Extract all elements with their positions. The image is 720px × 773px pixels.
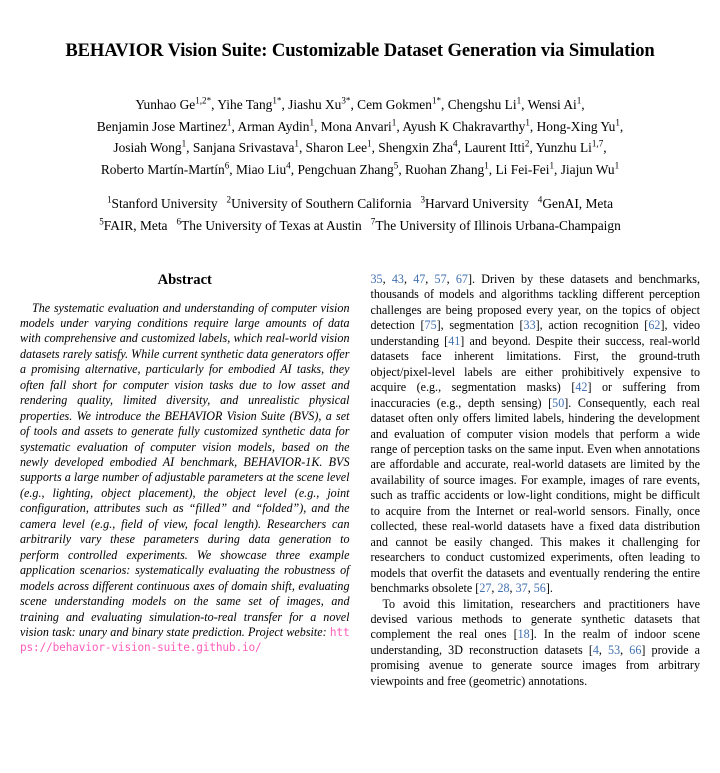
affiliation-name: The University of Texas at Austin [181, 217, 362, 233]
body-text-run: ]. [545, 581, 553, 596]
author-name: Wensi Ai [527, 97, 577, 113]
body-text-run: , [382, 272, 392, 286]
body-text-run: ] or suffering from inaccuracies (e.g., depth sensing) [ [370, 380, 700, 410]
body-text-run: , [491, 581, 498, 596]
affiliation-line [10, 193, 710, 215]
citation-link[interactable]: 33 [523, 318, 536, 333]
author-affiliation-marker: 1 [367, 138, 372, 149]
author-separator: , [314, 118, 321, 134]
author-affiliation-marker: 1 [615, 117, 620, 128]
affiliation-marker: 2 [226, 194, 232, 205]
citation-link[interactable]: 67 [455, 272, 468, 286]
citation-link[interactable]: 56 [533, 581, 546, 596]
citation-link[interactable]: 18 [517, 627, 530, 642]
citation-link[interactable]: 53 [608, 642, 621, 657]
author-affiliation-marker: 6 [224, 160, 230, 171]
abstract-heading: Abstract [157, 272, 212, 288]
affiliation-marker: 7 [370, 216, 376, 227]
author-separator: , [298, 140, 306, 156]
body-text-run: , [425, 272, 435, 286]
author-name: Mona Anvari [320, 118, 392, 134]
author-name: Sanjana Srivastava [192, 140, 295, 156]
citation-link[interactable]: 57 [434, 272, 447, 286]
author-name: Chengshu Li [447, 97, 517, 113]
affiliation-name: Harvard University [425, 196, 529, 212]
author-name: Roberto Martín-Martín [100, 161, 225, 177]
author-affiliation-marker: 1 [549, 160, 554, 171]
author-name: Jiashu Xu [288, 97, 342, 113]
citation-link[interactable]: 66 [629, 642, 642, 657]
affiliation-name: GenAI, Meta [542, 196, 614, 212]
body-text-run: , [620, 642, 630, 657]
citation-link[interactable]: 47 [413, 272, 426, 286]
author-affiliation-marker: 1 [576, 95, 582, 106]
body-text-run: , [509, 581, 516, 596]
author-separator: , [529, 118, 537, 134]
author-name: Jiajun Wu [560, 161, 615, 177]
affiliation-line [10, 215, 710, 237]
affiliation-list [0, 180, 720, 236]
author-separator: , [371, 140, 379, 156]
citation-link[interactable]: 4 [592, 642, 599, 657]
author-affiliation-marker: 4 [453, 138, 458, 149]
author-separator: , [229, 161, 236, 177]
author-affiliation-marker: 1 [309, 117, 315, 128]
author-affiliation-marker: 1 [484, 160, 489, 171]
body-text-run: ] provide a promising avenue to generate source images from arbitrary viewpoints and free (geometric) annotations. [370, 642, 700, 688]
author-separator: , [350, 97, 358, 113]
abstract-body-text: The systematic evaluation and understanding of computer vision models under varying conditions require large amounts of data with comprehensive and customized labels, which real-world vision datasets rarely satisfy. While current synthetic data generators offer a promising alternative, particularly for embodied AI tasks, they often fall short for computer vision tasks due to low asset and rendering quality, limited diversity, and unrealistic physical properties. We introduce the BEHAVIOR Vision Suite (BVS), a set of tools and assets to generate fully customized synthetic data for systematic evaluation of computer vision models, based on the newly developed embodied AI benchmark, BEHAVIOR-1K. BVS supports a large number of adjustable parameters at the scene level (e.g., lighting, object placement), the object level (e.g., joint configuration, attributes such as “filled” and “folded”), and the camera level (e.g., field of view, focal length). Researchers can arbitrarily vary these parameters during data generation to perform controlled experiments. We showcase three example application scenarios: systematically evaluating the robustness of models across different continuous axes of domain shift, evaluating scene understanding models on the same set of images, and training and evaluating simulation-to-real transfer for a novel vision task: unary and binary state prediction. Project website: [20, 300, 350, 640]
author-name: Yunzhu Li [535, 140, 592, 156]
right-column [371, 272, 701, 689]
affiliation-name: The University of Illinois Urbana-Champaign [375, 217, 621, 233]
author-name: Pengchuan Zhang [297, 161, 394, 177]
author-affiliation-marker: 1 [614, 160, 620, 171]
author-name: Benjamin Jose Martinez [96, 118, 227, 134]
author-affiliation-marker: 1 [391, 117, 397, 128]
citation-link[interactable]: 42 [575, 380, 588, 395]
author-name: Shengxin Zha [378, 140, 454, 156]
author-list [0, 62, 720, 180]
author-separator: , [231, 118, 238, 134]
body-text-run: ], action recognition [ [535, 318, 649, 333]
author-separator: , [186, 140, 193, 156]
author-affiliation-marker: 1 [525, 117, 530, 128]
author-affiliation-marker: 1* [272, 95, 282, 106]
affiliation-marker: 6 [176, 216, 182, 227]
body-text-run: ], segmentation [ [436, 318, 524, 333]
author-separator: , [457, 140, 465, 156]
two-column-body [20, 272, 700, 689]
author-name: Ayush K Chakravarthy [402, 118, 526, 134]
citation-link[interactable]: 35 [370, 272, 383, 286]
author-separator: , [619, 118, 624, 134]
author-line [14, 116, 706, 138]
affiliation-marker: 5 [99, 216, 104, 227]
author-affiliation-marker: 1 [516, 95, 522, 106]
author-separator: , [603, 140, 607, 156]
citation-link[interactable]: 27 [479, 581, 492, 596]
author-name: Arman Aydin [237, 118, 310, 134]
affiliation-marker: 4 [537, 194, 543, 205]
body-text-run: ]. Consequently, each real dataset often only offers limited labels, hindering the development and evaluation of computer vision models that perform a wide range of perception tasks on the same input. Even when annotations are affordable and accurate, real-world datasets are limited by the availability of source images. For example, images of rare events, such as traffic accidents or low-light conditions, might be difficult to acquire from the Internet or real-world sensors. Finally, once collected, these real-world datasets have a fixed data distribution and cannot be easily changed. This makes it challenging for researchers to conduct customized experiments, often leading to models that overfit the datasets and eventually rendering the entire benchmarks obsolete [ [370, 395, 700, 596]
citation-link[interactable]: 50 [552, 395, 565, 410]
author-affiliation-marker: 5 [393, 160, 399, 171]
author-affiliation-marker: 1 [294, 138, 299, 149]
author-name: Yihe Tang [217, 97, 273, 113]
author-affiliation-marker: 1,7 [591, 138, 604, 149]
citation-link[interactable]: 62 [648, 318, 661, 333]
author-separator: , [529, 140, 536, 156]
author-separator: , [521, 97, 528, 113]
project-website-link[interactable]: https://behavior-vision-suite.github.io/ [20, 626, 350, 655]
author-affiliation-marker: 1* [431, 95, 442, 106]
author-separator: , [554, 161, 561, 177]
author-separator: , [488, 161, 496, 177]
author-separator: , [211, 97, 218, 113]
author-name: Sharon Lee [305, 140, 368, 156]
citation-link[interactable]: 75 [424, 318, 437, 333]
affiliation-name: Stanford University [111, 196, 218, 212]
body-text-run: ] and beyond. Despite their success, real-world datasets face inherent limitations. First, the ground-truth object/pixel-level labels are either prohibitively expensive to acquire (e.g., segmentation masks) [ [370, 333, 700, 395]
citation-link[interactable]: 43 [391, 272, 404, 286]
author-name: Li Fei-Fei [495, 161, 550, 177]
body-text-run: ]. Driven by these datasets and benchmarks, thousands of models and algorithms tackling different perception challenges are being proposed every year, on the topics of object detection [ [370, 272, 701, 333]
body-text-run: To avoid this limitation, researchers and practitioners have devised various methods to generate synthetic datasets that complement the real ones [ [370, 596, 700, 642]
body-text-run: , [598, 642, 609, 657]
author-line [14, 159, 706, 181]
author-separator: , [581, 97, 585, 113]
body-text-run: , [446, 272, 456, 286]
author-name: Cem Gokmen [357, 97, 432, 113]
body-text-run: , [527, 581, 534, 596]
author-affiliation-marker: 1 [226, 117, 232, 128]
body-text-run: ]. In the realm of indoor scene understanding, 3D reconstruction datasets [ [370, 627, 700, 657]
author-name: Ruohan Zhang [405, 161, 485, 177]
author-line [14, 94, 706, 116]
author-name: Laurent Itti [464, 140, 525, 156]
affiliation-marker: 1 [106, 194, 112, 205]
author-name: Josiah Wong [113, 140, 182, 156]
affiliation-name: FAIR, Meta [103, 217, 168, 233]
abstract-text [20, 301, 350, 656]
author-line [14, 137, 706, 159]
author-affiliation-marker: 3* [341, 95, 351, 106]
body-text-run: ], video understanding [ [370, 318, 701, 348]
page-title: BEHAVIOR Vision Suite: Customizable Dataset Generation via Simulation [65, 40, 655, 61]
left-column [20, 272, 350, 689]
citation-link[interactable]: 37 [515, 581, 528, 596]
intro-paragraph-1 [371, 272, 701, 597]
citation-link[interactable]: 28 [497, 581, 510, 596]
author-separator: , [396, 118, 403, 134]
affiliation-marker: 3 [420, 194, 426, 205]
author-separator: , [290, 161, 298, 177]
author-affiliation-marker: 1 [181, 138, 187, 149]
author-name: Yunhao Ge [135, 97, 196, 113]
author-name: Miao Liu [235, 161, 287, 177]
affiliation-name: University of Southern California [231, 196, 412, 212]
body-text-run: , [403, 272, 414, 286]
author-name: Hong-Xing Yu [536, 118, 616, 134]
author-affiliation-marker: 2 [524, 138, 530, 149]
author-affiliation-marker: 4 [286, 160, 291, 171]
intro-paragraph-2 [371, 597, 701, 690]
author-separator: , [281, 97, 289, 113]
author-separator: , [398, 161, 406, 177]
citation-link[interactable]: 41 [448, 333, 461, 348]
author-affiliation-marker: 1,2* [195, 95, 212, 106]
author-separator: , [441, 97, 448, 113]
